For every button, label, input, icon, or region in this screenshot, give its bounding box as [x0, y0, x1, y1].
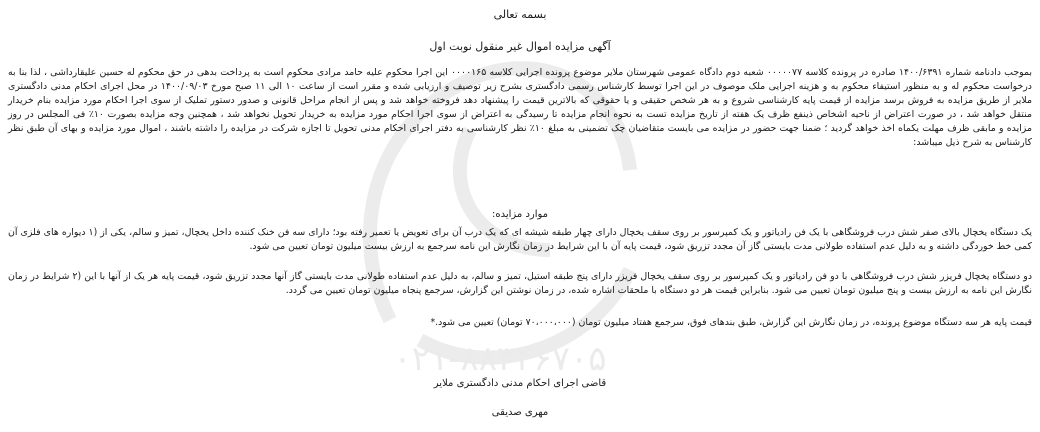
total-price-line: قیمت پایه هر سه دستگاه موضوع پرونده، در زمان نگارش این گزارش، طبق بندهای فوق، سرجمع هفتاد میلیون تومان (۷۰،۰۰۰،۰۰۰ تومان) تعیین می شود.*	[430, 317, 1032, 328]
items-heading: موارد مزایده:	[491, 209, 549, 220]
auction-item-1: یک دستگاه یخچال بالای صفر شش درب فروشگاهی با یک فن رادیاتور و یک کمپرسور بر روی سقف یخچال دارای چهار طبقه شیشه ای که یک درب آن برای تعویض یا تعمیر رفته بود؛ دارای سه فن خنک کننده داخل یخچال، تمیز و سالم، یکی از (۱ دیواره های فلزی آن کمی خط خوردگی داشته و به دلیل عدم استفاده طولانی مدت بایستی گاز آن مجدد تزریق شود، قیمت پایه آن با این شرایط در زمان نگارش این نامه سرجمع به ارزش بیست میلیون تومان تعیین می شود.	[8, 227, 1032, 252]
watermark-phone: ۰۲۱-۸۸۳۴۶۷۰۵	[393, 339, 607, 379]
signature-title: قاضی اجرای احکام مدنی دادگستری ملایر	[433, 378, 607, 389]
intro-paragraph: بموجب دادنامه شماره ۱۴۰۰/۶۳۹۱ صادره در پرونده کلاسه ۰۰۰۰۰۷۷ شعبه دوم دادگاه عمومی شهرستان ملایر موضوع پرونده اجرایی کلاسه ۰۰۰۰۱۶۵ این اجرا محکوم علیه حامد مرادی محکوم است به پرداخت بدهی در حق محکوم له حسین علیقارداشی ، لذا بنا به درخواست محکوم له و به منظور استیفاء محکوم به و هزینه اجرایی ملک موصوف در این اجرا توسط کارشناس رسمی دادگستری بشرح زیر توصیف و ارزیابی شده و مقرر است از ساعت ۱۰ الی ۱۱ صبح مورخ ۱۴۰۰/۰۹/۰۳ در محل اجرای احکام مدنی دادگستری ملایر از طریق مزایده به فروش برسد مزایده از قیمت پایه کارشناسی شروع و به هر شخص حقیقی و یا حقوقی که بالاترین قیمت را پیشنهاد دهد فروخته خواهد شد و پس از انجام مراحل قانونی و صدور دستور تملیک از سوی اجرا احکام مورد مزایده بنام خریدار منتقل خواهد شد ، در صورت اعتراض از ناحیه اشخاص ذینفع ظرف یک هفته از تاریخ مزایده تست به نحوه انجام مزایده تا رسیدگی به اعتراض از سوی اجرا احکام مورد مزایده به خریدار تحویل نخواهد شد ، همچنین وجه مزایده بصورت ۱۰٪ فی المجلس در روز مزایده و مابقی ظرف مهلت یکماه اخذ خواهد گردید ؛ ضمنا جهت حضور در مزایده می بایست متقاضیان چک تضمینی به مبلغ ۱۰٪ نظر کارشناسی به دفتر اجرای احکام مدنی تحویل تا اجازه شرکت در مزایده را داشته باشند ، اموال مورد مزایده و بهای آن طبق نظر کارشناس به شرح ذیل میباشد:	[8, 67, 1032, 148]
signature-name: مهری صدیقی	[491, 407, 549, 418]
notice-title: آگهی مزایده اموال غیر منقول نوبت اول	[429, 40, 611, 53]
auction-item-2: دو دستگاه یخچال فریزر شش درب فروشگاهی با دو فن رادیاتور و یک کمپرسور بر روی سقف یخچال فریزر دارای پنج طبقه استیل، تمیز و سالم، به دلیل عدم استفاده طولانی مدت بایستی گاز آنها مجدد تزریق شود، قیمت پایه هر یک از آنها با این (۲ شرایط در زمان نگارش این نامه به ارزش بیست و پنج میلیون تومان تعیین می شود. بنابراین قیمت هر دو دستگاه با ملحقات اشاره شده، در زمان نوشتن این گزارش، سرجمع پنجاه میلیون تومان تعیین می گردد.	[8, 271, 1032, 296]
basmala: بسمه تعالی	[493, 8, 547, 21]
